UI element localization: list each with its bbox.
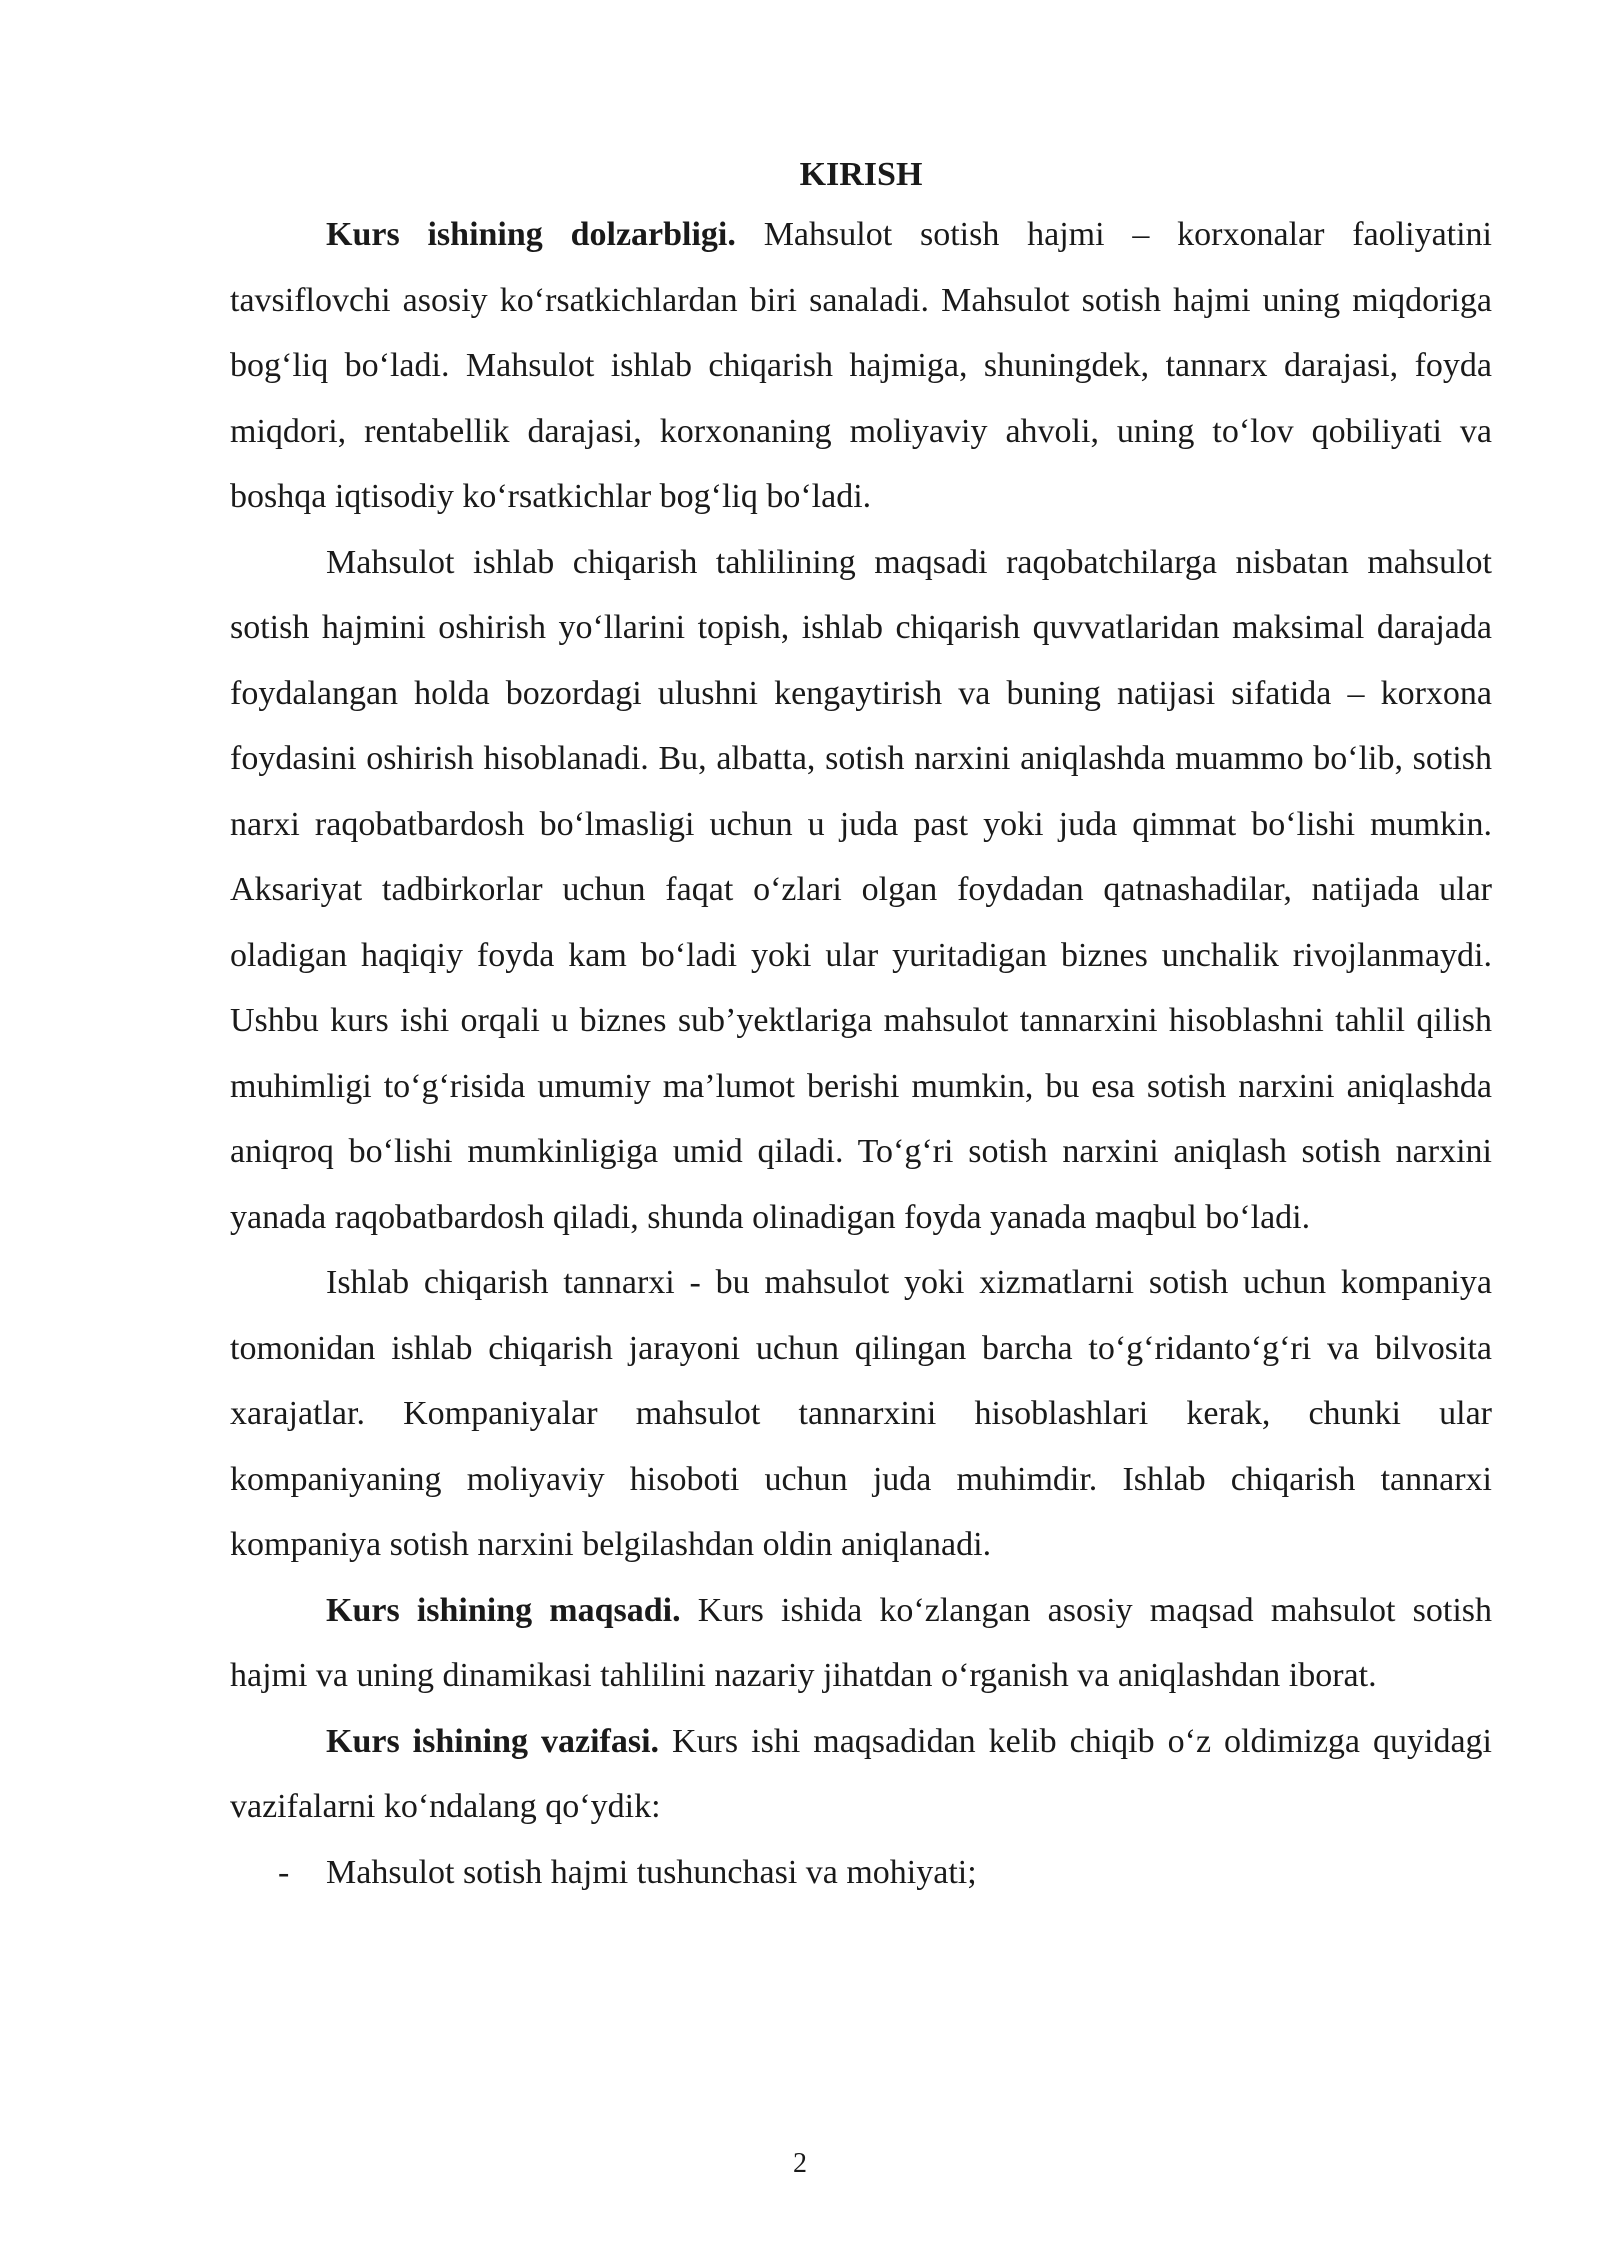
paragraph-text: Kurs ishi maqsadidan kelib chiqib oʻz oldimizga quyidagi vazifalarni koʻndalang qoʻydik: (230, 1722, 1493, 1825)
section-title: KIRISH (799, 156, 923, 193)
paragraph-text: Kurs ishida koʻzlangan asosiy maqsad mahsulot sotish hajmi va uning dinamikasi tahlilini nazariy jihatdan oʻrganish va aniqlashdan iborat. (230, 1591, 1492, 1694)
paragraph-text: Mahsulot ishlab chiqarish tahlilining maqsadi raqobatchilarga nisbatan mahsulot sotish hajmini oshirish yoʻllarini topish, ishlab chiqarish quvvatlaridan maksimal darajada foydalangan holda bozordagi ulushni kengaytirish va buning natijasi sifatida – korxona foydasini oshirish hisoblanadi. Bu, albatta, sotish narxini aniqlashda muammo boʻlib, sotish narxi raqobatbardosh boʻlmasligi uchun u juda past yoki juda qimmat boʻlishi mumkin. Aksariyat tadbirkorlar uchun faqat oʻzlari olgan foydadan qatnashadilar, natijada ular oladigan haqiqiy foyda kam boʻladi yoki ular yuritadigan biznes unchalik rivojlanmaydi. Ushbu kurs ishi orqali u biznes sub’yektlariga mahsulot tannarxini hisoblashni tahlil qilish muhimligi toʻgʻrisida umumiy ma’lumot berishi mumkin, bu esa sotish narxini aniqlashda aniqroq boʻlishi mumkinligiga umid qiladi. Toʻgʻri sotish narxini aniqlash sotish narxini yanada raqobatbardosh qiladi, shunda olinadigan foyda yanada maqbul boʻladi. (230, 543, 1492, 1236)
paragraph-lead: Kurs ishining dolzarbligi. (326, 216, 736, 253)
paragraph-production-cost (230, 1250, 1492, 1578)
paragraph-lead: Kurs ishining vazifasi. (326, 1722, 660, 1760)
paragraph-goal (230, 1578, 1492, 1709)
paragraph-text: Ishlab chiqarish tannarxi - bu mahsulot yoki xizmatlarni sotish uchun kompaniya tomonidan ishlab chiqarish jarayoni uchun qilingan barcha toʻgʻridantoʻgʻri va bilvosita xarajatlar. Kompaniyalar mahsulot tannarxini hisoblashlari kerak, chunki ular kompaniyaning moliyaviy hisoboti uchun juda muhimdir. Ishlab chiqarish tannarxi kompaniya sotish narxini belgilashdan oldin aniqlanadi. (230, 1264, 1492, 1563)
page-number: 2 (793, 2148, 807, 2179)
page-content (230, 148, 1492, 1905)
list-marker: - (278, 1853, 290, 1891)
paragraph-tasks (230, 1709, 1492, 1840)
list-item (230, 1840, 1492, 1906)
list-item-text: Mahsulot sotish hajmi tushunchasi va mohiyati; (326, 1853, 977, 1891)
paragraph-text: Mahsulot sotish hajmi – korxonalar faoliyatini tavsiflovchi asosiy koʻrsatkichlardan biri sanaladi. Mahsulot sotish hajmi uning miqdoriga bogʻliq boʻladi. Mahsulot ishlab chiqarish hajmiga, shuningdek, tannarx darajasi, foyda miqdori, rentabellik darajasi, korxonaning moliyaviy ahvoli, uning toʻlov qobiliyati va boshqa iqtisodiy koʻrsatkichlar bogʻliq boʻladi. (230, 216, 1492, 515)
task-list (230, 1840, 1492, 1906)
paragraph-analysis-goal (230, 530, 1492, 1251)
paragraph-relevance (230, 202, 1492, 530)
paragraph-lead: Kurs ishining maqsadi. (326, 1591, 681, 1629)
